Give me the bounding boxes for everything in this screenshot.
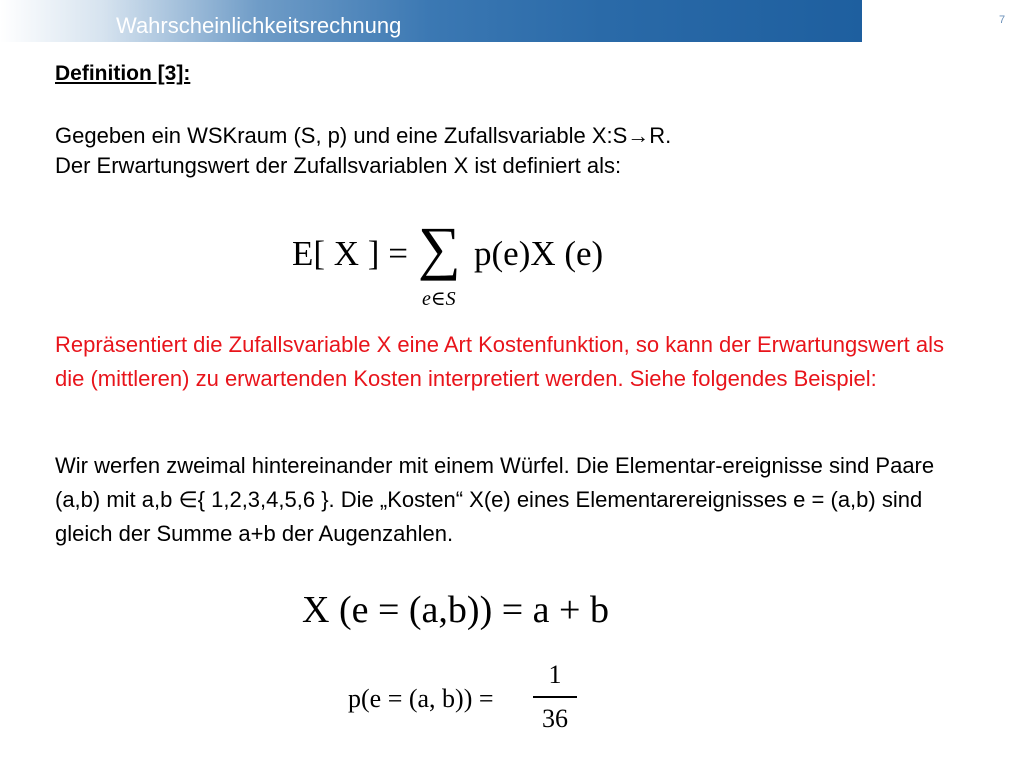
remark-paragraph: Repräsentiert die Zufallsvariable X eine Art Kostenfunktion, so kann der Erwartungswert als die (mittleren) zu erwartenden Kosten interpretiert werden. Siehe folgendes Beispiel: <box>55 332 945 391</box>
intro-line1-end: R. <box>649 123 672 148</box>
probability-fraction <box>533 660 577 734</box>
expectation-formula-rhs: p(e)X (e) <box>474 234 604 273</box>
intro-line2: Der Erwartungswert der Zufallsvariablen X ist definiert als: <box>55 153 622 178</box>
definition-title: Definition [3]: <box>55 62 191 85</box>
cost-formula: X (e = (a,b)) = a + b <box>302 589 609 631</box>
page-number: 7 <box>999 14 1006 26</box>
sum-subscript: e∈S <box>422 288 456 310</box>
probability-formula <box>348 660 608 740</box>
fraction-denominator: 36 <box>542 703 568 733</box>
expectation-formula-lhs: E[ X ] = <box>292 234 408 273</box>
intro-line1: Gegeben ein WSKraum (S, p) und eine Zufallsvariable X:S <box>55 123 628 148</box>
probability-formula-lhs: p(e = (a, b)) = <box>348 684 494 713</box>
expectation-formula <box>292 215 652 316</box>
arrow-icon: → <box>627 123 650 148</box>
example-paragraph: Wir werfen zweimal hintereinander mit einem Würfel. Die Elementar-ereignisse sind Paare (a,b) mit a,b ∈{ 1,2,3,4,5,6 }. Die „Kosten“ X(e) eines Elementarereignisses e = (a,b) sind gleich der Summe a+b der Augenzahlen. <box>55 453 935 546</box>
fraction-bar <box>533 696 577 698</box>
slide-header-title: Wahrscheinlichkeitsrechnung <box>116 13 402 38</box>
intro-text <box>55 121 671 181</box>
fraction-numerator: 1 <box>548 660 562 689</box>
sum-symbol: ∑ <box>418 215 461 281</box>
